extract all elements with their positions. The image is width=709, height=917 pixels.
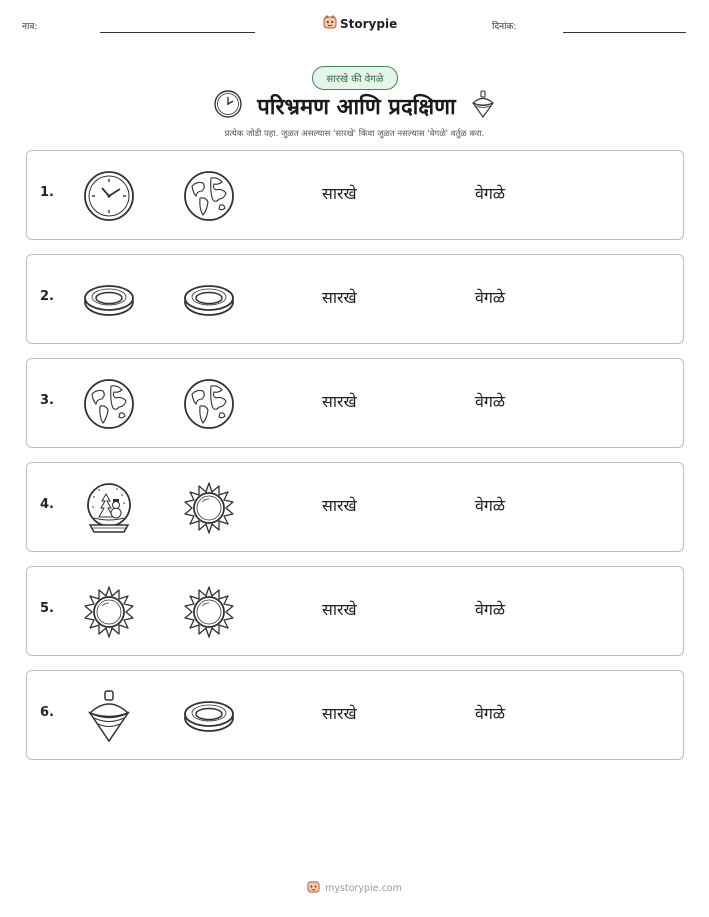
clock-icon	[82, 169, 136, 223]
question-row-6	[26, 670, 684, 760]
same-option[interactable]: सारखे	[322, 392, 357, 411]
date-line[interactable]	[563, 32, 686, 33]
same-option[interactable]: सारखे	[322, 184, 357, 203]
question-number: 6.	[40, 705, 54, 720]
question-row-1	[26, 150, 684, 240]
different-option[interactable]: वेगळे	[475, 184, 506, 203]
different-option[interactable]: वेगळे	[475, 704, 506, 723]
logo-text: Storypie	[340, 16, 398, 31]
sun-icon	[182, 585, 236, 639]
ring-icon	[182, 273, 236, 327]
sun-icon	[82, 585, 136, 639]
storypie-mascot-icon	[307, 880, 320, 896]
storypie-mascot-icon	[323, 14, 337, 33]
same-option[interactable]: सारखे	[322, 288, 357, 307]
globe-icon	[182, 377, 236, 431]
same-option[interactable]: सारखे	[322, 496, 357, 515]
ring-icon	[182, 689, 236, 743]
worksheet-type-badge: सारखे की वेगळे	[312, 66, 398, 90]
instruction-text: प्रत्येक जोडी पहा. जुळत असल्यास 'सारखे' किंवा जुळत नसल्यास 'वेगळे' वर्तुळ करा.	[224, 129, 485, 139]
same-option[interactable]: सारखे	[322, 704, 357, 723]
footer-url[interactable]: mystorypie.com	[325, 882, 402, 894]
question-row-3	[26, 358, 684, 448]
different-option[interactable]: वेगळे	[475, 496, 506, 515]
different-option[interactable]: वेगळे	[475, 288, 506, 307]
date-label: दिनांक:	[492, 22, 517, 32]
footer	[0, 880, 709, 896]
question-row-2	[26, 254, 684, 344]
page-title: परिभ्रमण आणि प्रदक्षिणा	[257, 95, 456, 120]
title-row	[0, 88, 709, 124]
name-line[interactable]	[100, 32, 255, 33]
spinning-top-icon	[470, 89, 496, 123]
clock-icon	[213, 89, 243, 123]
spinning-top-icon	[82, 689, 136, 743]
question-number: 4.	[40, 497, 54, 512]
question-number: 5.	[40, 601, 54, 616]
snowglobe-icon	[82, 481, 136, 535]
question-row-4	[26, 462, 684, 552]
different-option[interactable]: वेगळे	[475, 600, 506, 619]
ring-icon	[82, 273, 136, 327]
question-number: 1.	[40, 185, 54, 200]
globe-icon	[82, 377, 136, 431]
sun-icon	[182, 481, 236, 535]
different-option[interactable]: वेगळे	[475, 392, 506, 411]
storypie-logo	[323, 14, 397, 33]
question-number: 2.	[40, 289, 54, 304]
question-row-5	[26, 566, 684, 656]
globe-icon	[182, 169, 236, 223]
question-number: 3.	[40, 393, 54, 408]
name-label: नाव:	[22, 22, 38, 32]
same-option[interactable]: सारखे	[322, 600, 357, 619]
